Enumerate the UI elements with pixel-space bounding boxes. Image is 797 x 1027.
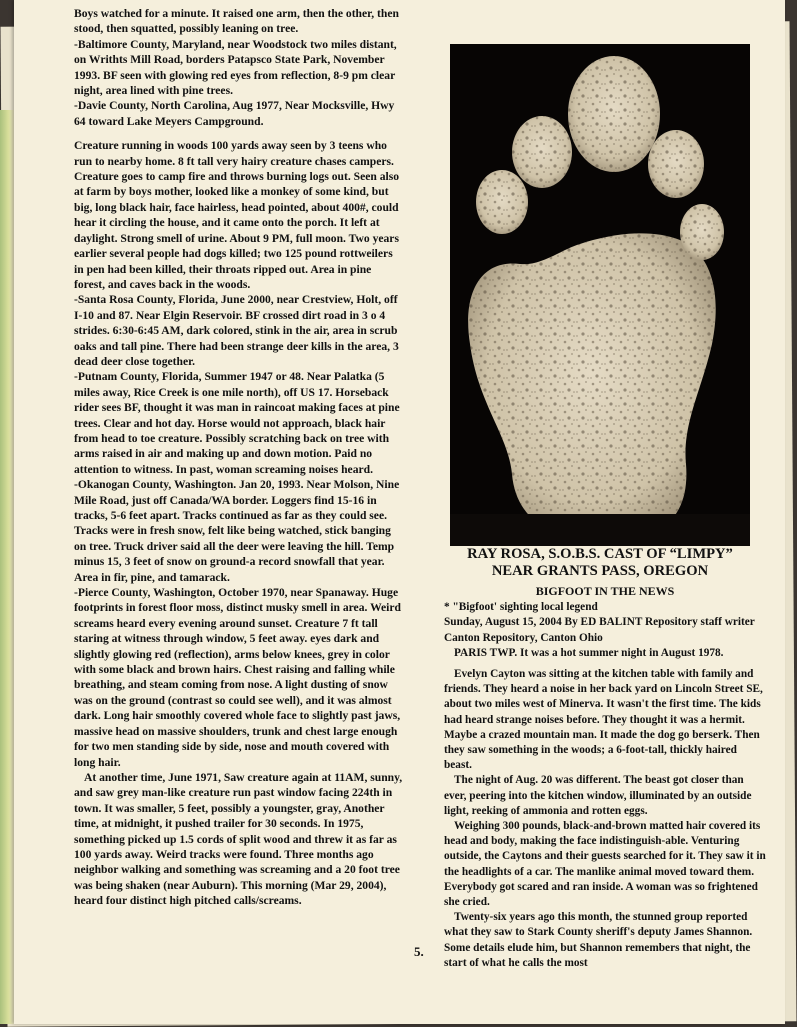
newsletter-page (14, 0, 785, 1024)
footprint-cast-image (450, 44, 750, 552)
left-paragraph-okanogan: -Okanogan County, Washington. Jan 20, 1993. Near Molson, Nine Mile Road, just off Canada/WA border. Loggers find 15-16 in tracks, 5-6 feet apart. Tracks continued as far as they could see. Tracks were in fresh snow, felt like being watched, stick banging on tree. Truck driver said all the deer were leaving the hill. Temp minus 15, 3 feet of snow on ground-a record snowfall that year. Area in fir, pine, and tamarack. (74, 478, 400, 584)
green-sheet-edge (0, 110, 14, 1024)
news-paragraph-aug20: The night of Aug. 20 was different. The beast got closer than ever, peering into the kitchen window, illuminated by an outside light, reeking of ammonia and rotten eggs. (444, 774, 752, 817)
paragraph-gap (74, 129, 404, 138)
left-paragraph-boys: Boys watched for a minute. It raised one arm, then the other, then stood, then squatted, possibly leaning on tree. (74, 7, 399, 36)
left-paragraph-another-time: At another time, June 1971, Saw creature again at 11AM, sunny, and saw grey man-like creature run past window facing 224th in town. It was smaller, 5 feet, possibly a youngster, gray, Another time, at midnight, it pushed trailer for 30 seconds. In 1975, something picked up 1.5 cords of split wood and threw it as far as 100 yards away. Weird tracks were found. Three months ago neighbor walking and something was screaming and a 20 foot tree was being shaken (near Auburn). This morning (Mar 29, 2004), heard four distinct high pitched calls/screams. (74, 770, 403, 908)
right-column (444, 584, 766, 971)
left-paragraph-santa-rosa: -Santa Rosa County, Florida, June 2000, near Crestview, Holt, off I-10 and 87. Near Elgin Reservoir. BF crossed dirt road in 3 o 4 strides. 6:30-6:45 AM, dark colored, stink in the air, area in scrub oaks and tall pine. There had been strange deer kills in the area, 3 dead deer close together. (74, 293, 399, 368)
caption-line-2: NEAR GRANTS PASS, OREGON (491, 563, 709, 579)
left-column (74, 6, 404, 909)
left-paragraph-davie: -Davie County, North Carolina, Aug 1977, Near Mocksville, Hwy 64 toward Lake Meyers Campground. (74, 99, 395, 128)
footprint-cast-photo (450, 44, 750, 552)
news-bullet-headline: * "Bigfoot' sighting local legend (444, 601, 598, 614)
news-paragraph-twenty-six: Twenty-six years ago this month, the stunned group reported what they saw to Stark County sheriff's deputy James Shannon. Some details elude him, but Shannon remembers that night, the start of what he calls the most (444, 911, 753, 969)
news-paragraph-evelyn: Evelyn Cayton was sitting at the kitchen table with family and friends. They heard a noise in her back yard on Lincoln Street SE, about two miles west of Minerva. It wasn't the first time. The kids had heard strange noises before. They thought it was a hermit. Maybe a crazed mountain man. It made the dog go berserk. Then they saw something in the woods; a 6-foot-tall, thickly haired beast. (444, 668, 763, 772)
left-paragraph-creature: Creature running in woods 100 yards away seen by 3 teens who run to nearby home. 8 ft tall very hairy creature chases campers. Creature goes to camp fire and throws burning logs out. Seen also at farm by boys mother, looked like a monkey of some kind, but big, long black hair, face hairless, head pointed, about 400#, could hear it circling the house, and it came onto the porch. It left at daylight. Strong smell of urine. About 9 PM, full moon. Two years earlier several people had dogs killed; two 125 pound rottweilers in pen had been killed, their throats ripped out. Area in pine forest, and caves back in the woods. (74, 139, 400, 291)
left-paragraph-baltimore: -Baltimore County, Maryland, near Woodstock two miles distant, on Writhts Mill Road, borders Patapsco State Park, November 1993. BF seen with glowing red eyes from reflection, 8-9 pm clear night, area lined with pine trees. (74, 37, 397, 98)
left-paragraph-putnam: -Putnam County, Florida, Summer 1947 or 48. Near Palatka (5 miles away, Rice Creek is one mile north), off US 17. Horseback rider sees BF, thought it was man in raincoat making faces at pine trees. Clear and hot day. Horse would not approach, black hair from head to toe creature. Possibly scratching back on tree with arms raised in air and making up and down motion. Paid no attention to witness. In past, woman screaming noises heard. (74, 370, 400, 476)
news-paragraph-weighing: Weighing 300 pounds, black-and-brown matted hair covered its head and body, making the face indistinguish-able. Venturing outside, the Caytons and their guests searched for it. They saw it in the headlights of a car. The manlike animal moved toward them. Everybody got scared and ran inside. A woman was so frightened she cried. (444, 820, 766, 909)
caption-line-1: RAY ROSA, S.O.B.S. CAST OF “LIMPY” (467, 546, 733, 562)
left-paragraph-pierce: -Pierce County, Washington, October 1970, near Spanaway. Huge footprints in forest floor moss, distinct musky smell in area. Weird screams heard every evening around sunset. Creature 7 ft tall staring at witness through window, 5 feet away. eyes dark and slightly glowing red (reflection), arms below knees, grey in color with some black and brown hairs. Chest raising and falling while breathing, and steam coming from nose. A light dusting of snow was on the ground (contrast so could see well), and it was almost dark. Long hair smoothly covered whole face to slightly past jaws, massive head on massive shoulders, trunk and chest large enough for two men standing side by side, nose and mouth covered with long hair. (74, 586, 401, 769)
page-number: 5. (414, 944, 424, 959)
news-paragraph-paris: PARIS TWP. It was a hot summer night in August 1978. (454, 646, 724, 659)
news-section-heading: BIGFOOT IN THE NEWS (535, 584, 675, 598)
news-byline: Sunday, August 15, 2004 By ED BALINT Repository staff writer Canton Repository, Canton Ohio (444, 616, 755, 644)
photo-caption (450, 546, 750, 580)
